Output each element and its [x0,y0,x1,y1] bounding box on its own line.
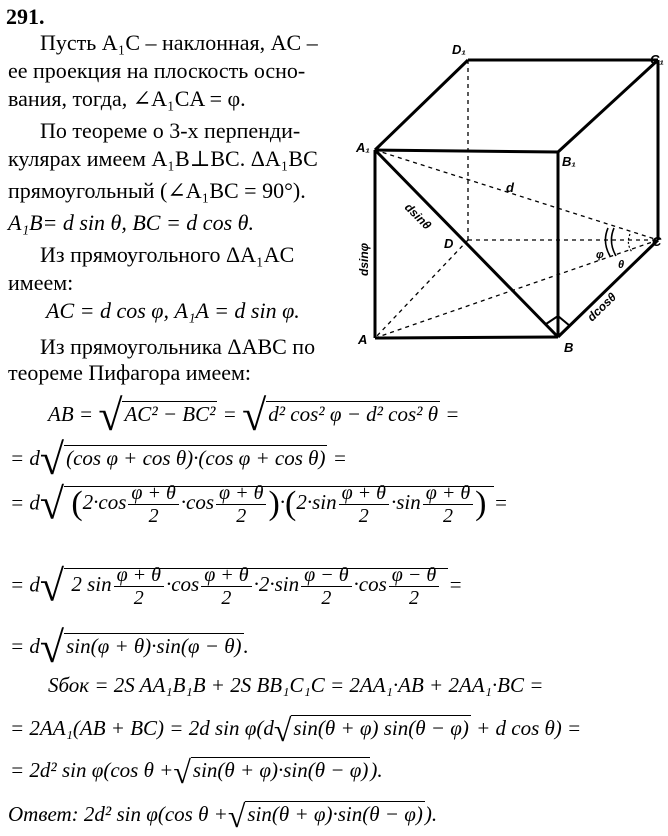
formula-line: = d√(cos φ + cos θ)·(cos φ + cos θ) = [10,435,347,484]
label-B: B [564,340,574,355]
formula-line: = d√sin(φ + θ)·sin(φ − θ). [10,623,249,672]
text-line: вания, тогда, ∠A₁CA = φ. [8,86,246,111]
formula-line: = 2AA₁(AB + BC) = 2d sin φ(d√sin(θ + φ) sin(θ − φ) + d cos θ) = [10,712,582,748]
label-dsintheta: dsinθ [401,200,434,233]
formula-line: Sбок = 2S AA₁B₁B + 2S BB₁C₁C = 2AA₁·AB + 2AA₁·BC = [48,673,544,697]
label-D1: D₁ [452,42,466,57]
text-line: AC = d cos φ, A₁A = d sin φ. [46,298,300,323]
text-line: имеем: [8,270,74,295]
label-D: D [444,236,454,251]
text-line: По теореме о 3-х перпенди- [40,118,301,143]
label-dsinphi: dsinφ [357,242,371,276]
answer-line: Ответ: 2d² sin φ(cos θ +√sin(θ + φ)·sin(θ − φ)). [8,798,438,834]
text-line: теореме Пифагора имеем: [8,360,252,385]
label-B1: B₁ [562,154,576,169]
formula-line: = d√ (2·cos $\frac{\varphi + \theta}{2}$ ·cos $\frac{\varphi + \theta}{2}$ )·(2·sin $\frac{\varphi + \theta}{2}$ ·sin $\frac{\varphi + \theta}{2}$ ) = [10,479,508,529]
label-d: d [506,180,514,195]
formula-line: AB = √AC² − BC² = √d² cos² φ − d² cos² θ = [48,391,460,440]
text-line: Из прямоугольного ΔA₁AC [40,242,295,267]
label-theta: θ [618,259,625,271]
label-dcostheta: dcosθ [584,289,620,325]
text-line: Из прямоугольника ΔABC по [40,334,316,359]
label-A: A [358,332,368,347]
answer-label: Ответ: [8,801,79,826]
text-line: кулярах имеем A₁B⊥BC. ΔA₁BC [8,146,318,171]
text-line: Пусть A₁C – наклонная, AC – [40,30,318,55]
problem-number: 291. [6,4,45,29]
text-line: ее проекция на плоскость осно- [8,58,306,83]
text-line: A₁B= d sin θ, BC = d cos θ. [8,210,254,235]
label-A1: A₁ [356,140,370,155]
label-C: C [652,234,662,249]
formula-line: = d√ 2 sin $\frac{\varphi + \theta}{2}$ ·cos $\frac{\varphi + \theta}{2}$ ·2·sin $\frac{\varphi - \theta}{2}$ ·cos $\frac{\varphi - \theta}{2}$ = [10,561,463,611]
prism-figure [340,30,668,370]
formula-line: = 2d² sin φ(cos θ +√sin(θ + φ)·sin(θ − φ)). [10,754,383,790]
text-line: прямоугольный (∠A₁BC = 90°). [8,178,306,203]
label-phi: φ [596,249,604,261]
label-C1: C₁ [650,52,664,67]
